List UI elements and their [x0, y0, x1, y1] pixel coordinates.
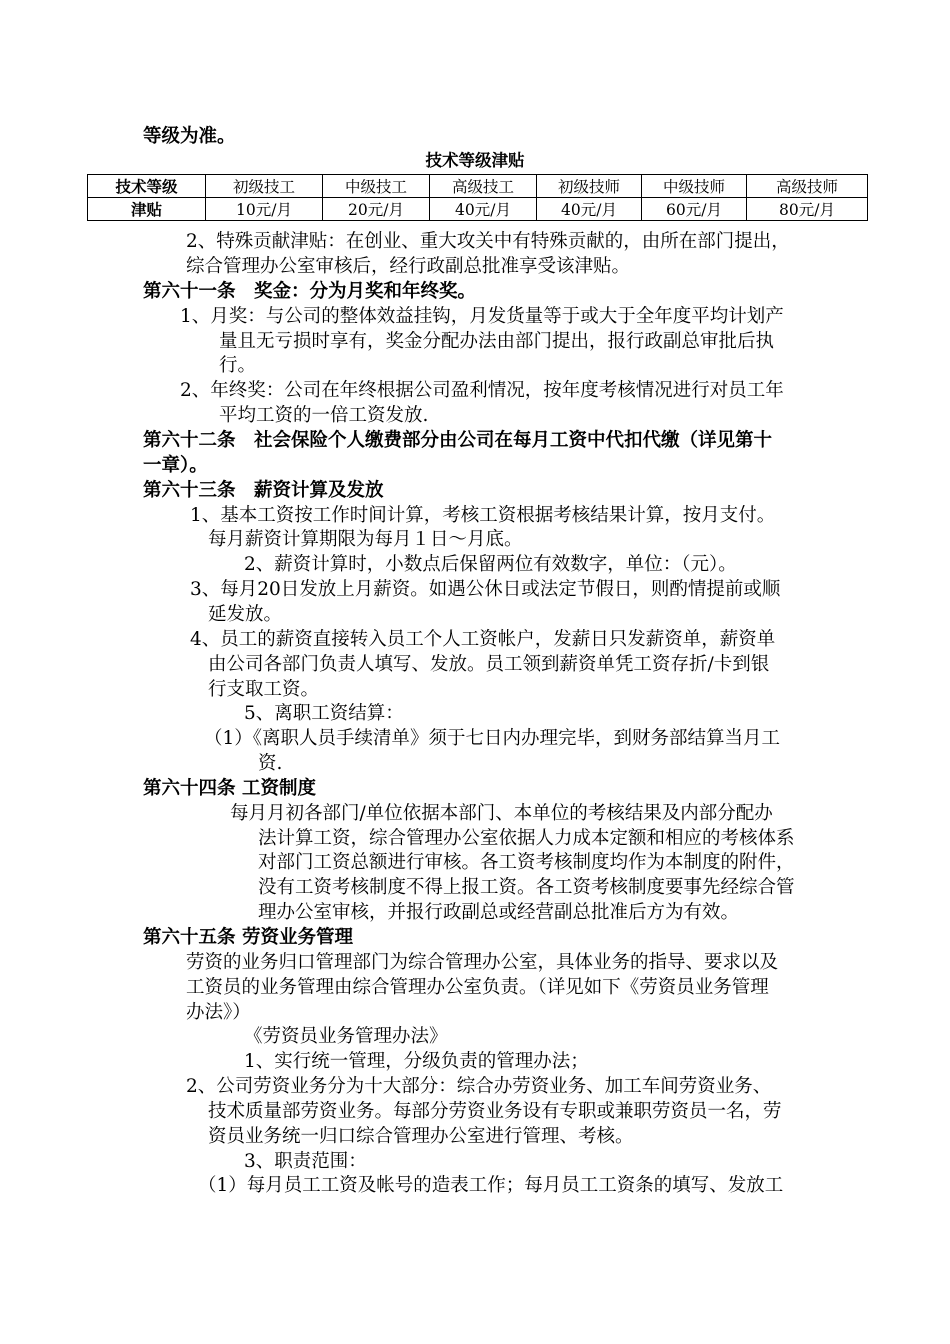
- table-header-cell: 高级技师: [747, 175, 868, 198]
- table-cell: 20元/月: [323, 198, 430, 221]
- text-line: 4、员工的薪资直接转入员工个人工资帐户，发薪日只发薪资单，薪资单: [190, 629, 776, 650]
- text-line: 《劳资员业务管理办法》: [244, 1026, 448, 1047]
- text-line: 2、公司劳资业务分为十大部分：综合办劳资业务、加工车间劳资业务、: [186, 1076, 772, 1097]
- tech-level-allowance-table: [87, 174, 868, 221]
- text-line: 1、实行统一管理，分级负责的管理办法；: [244, 1051, 589, 1072]
- article-heading: 第六十三条 薪资计算及发放: [143, 480, 384, 501]
- table-cell: 10元/月: [206, 198, 323, 221]
- table-header-cell: 初级技工: [206, 175, 323, 198]
- text-line: 5、离职工资结算：: [244, 703, 404, 724]
- table-cell: 津贴: [88, 198, 206, 221]
- text-line: 1、基本工资按工作时间计算，考核工资根据考核结果计算，按月支付。: [190, 505, 776, 526]
- table-cell: 80元/月: [747, 198, 868, 221]
- text-line: 3、职责范围：: [244, 1151, 367, 1172]
- intro-line: 等级为准。: [143, 126, 236, 147]
- text-line: 一章）。: [143, 455, 208, 476]
- text-line: 资.: [258, 753, 283, 774]
- article-heading: 第六十二条 社会保险个人缴费部分由公司在每月工资中代扣代缴（详见第十: [143, 430, 773, 451]
- text-line: 法计算工资，综合管理办公室依据人力成本定额和相应的考核体系: [258, 828, 795, 849]
- text-line: 量且无亏损时享有，奖金分配办法由部门提出，报行政副总审批后执: [219, 331, 775, 352]
- table-header-cell: 高级技工: [430, 175, 537, 198]
- text-line: 工资员的业务管理由综合管理办公室负责。（详见如下《劳资员业务管理: [186, 977, 769, 998]
- table-title: 技术等级津贴: [425, 151, 525, 170]
- text-line: 1、月奖：与公司的整体效益挂钩，月发货量等于或大于全年度平均计划产: [180, 306, 784, 327]
- article-heading: 第六十一条 奖金：分为月奖和年终奖。: [143, 281, 477, 302]
- text-line: 资员业务统一归口综合管理办公室进行管理、考核。: [208, 1126, 634, 1147]
- table-header-cell: 中级技工: [323, 175, 430, 198]
- text-line: 3、每月20日发放上月薪资。如遇公休日或法定节假日，则酌情提前或顺: [190, 579, 781, 600]
- table-header-cell: 初级技师: [537, 175, 642, 198]
- text-line: 行支取工资。: [208, 679, 320, 700]
- text-line: 每月月初各部门/单位依据本部门、本单位的考核结果及内部分配办: [230, 803, 773, 824]
- table-row: [88, 198, 868, 221]
- text-line: 2、薪资计算时，小数点后保留两位有效数字，单位：（元）。: [244, 554, 737, 575]
- text-line: 技术质量部劳资业务。每部分劳资业务设有专职或兼职劳资员一名，劳: [208, 1101, 782, 1122]
- text-line: 办法》）: [186, 1002, 251, 1023]
- text-line: 平均工资的一倍工资发放.: [219, 405, 429, 426]
- table-cell: 60元/月: [642, 198, 747, 221]
- text-line: （1）《离职人员手续清单》须于七日内办理完毕，到财务部结算当月工: [204, 728, 781, 749]
- text-line: 由公司各部门负责人填写、发放。员工领到薪资单凭工资存折/卡到银: [208, 654, 770, 675]
- text-line: 综合管理办公室审核后，经行政副总批准享受该津贴。: [186, 256, 631, 277]
- text-line: 每月薪资计算期限为每月１日～月底。: [208, 529, 523, 550]
- table-cell: 40元/月: [537, 198, 642, 221]
- text-line: 劳资的业务归口管理部门为综合管理办公室，具体业务的指导、要求以及: [186, 952, 779, 973]
- text-line: 对部门工资总额进行审核。各工资考核制度均作为本制度的附件，: [258, 852, 795, 873]
- table-header-cell: 技术等级: [88, 175, 206, 198]
- text-line: 行。: [219, 355, 257, 376]
- text-line: 延发放。: [208, 604, 283, 625]
- article-heading: 第六十五条 劳资业务管理: [143, 927, 353, 948]
- text-line: 没有工资考核制度不得上报工资。各工资考核制度要事先经综合管: [258, 877, 795, 898]
- article-heading: 第六十四条 工资制度: [143, 778, 316, 799]
- table-header-cell: 中级技师: [642, 175, 747, 198]
- table-header-row: [88, 175, 868, 198]
- text-line: 2、特殊贡献津贴：在创业、重大攻关中有特殊贡献的，由所在部门提出，: [186, 231, 790, 252]
- table-cell: 40元/月: [430, 198, 537, 221]
- text-line: 理办公室审核，并报行政副总或经营副总批准后方为有效。: [258, 902, 740, 923]
- text-line: 2、年终奖：公司在年终根据公司盈利情况，按年度考核情况进行对员工年: [180, 380, 784, 401]
- text-line: （1）每月员工工资及帐号的造表工作；每月员工工资条的填写、发放工: [198, 1175, 784, 1196]
